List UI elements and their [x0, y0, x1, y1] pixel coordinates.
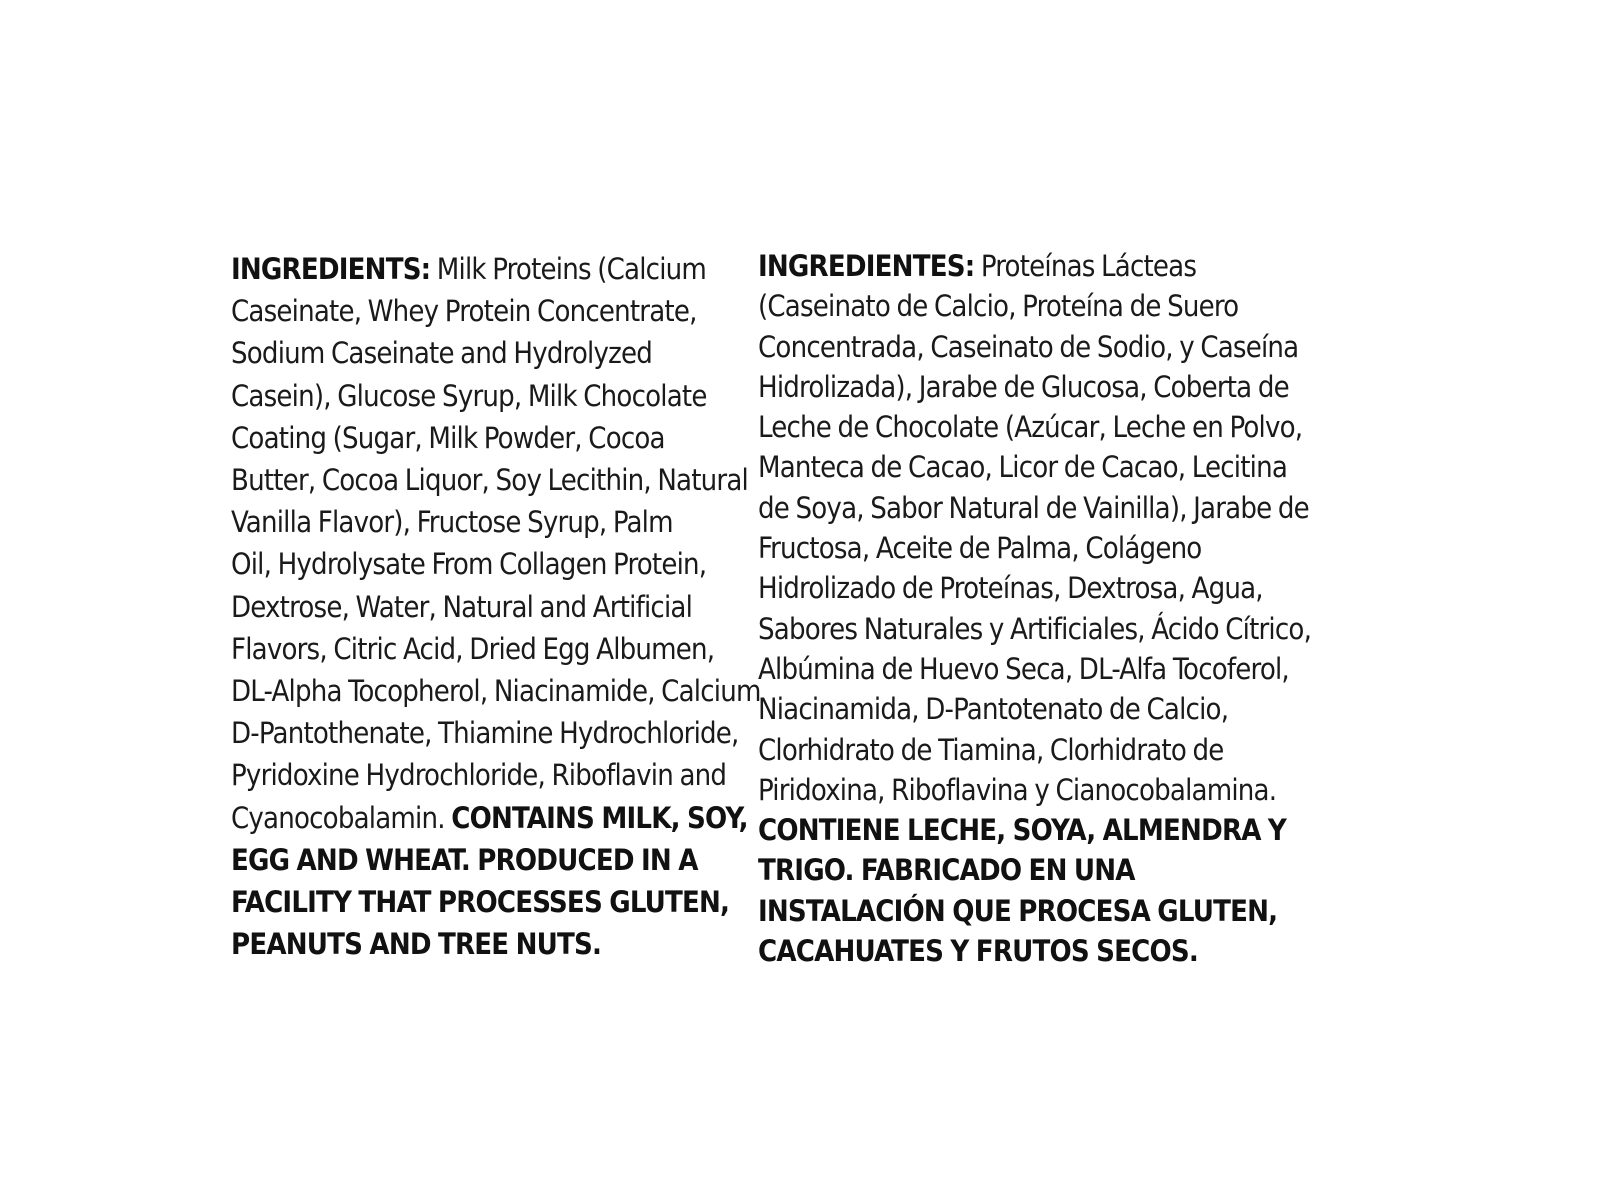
- ingredients-en-text: Milk Proteins (Calcium: [430, 252, 707, 286]
- ingredients-es-line: Leche de Chocolate (Azúcar, Leche en Polvo,: [758, 410, 1303, 445]
- allergen-warning-en: PEANUTS AND TREE NUTS.: [231, 927, 602, 962]
- ingredients-en-line: Flavors, Citric Acid, Dried Egg Albumen,: [231, 631, 715, 666]
- ingredients-es-line: Clorhidrato de Tiamina, Clorhidrato de: [758, 732, 1224, 767]
- ingredients-es-line: Concentrada, Caseinato de Sodio, y Caseína: [758, 329, 1299, 364]
- allergen-warning-es: TRIGO. FABRICADO EN UNA: [758, 853, 1135, 888]
- ingredients-en-heading: INGREDIENTS:: [231, 252, 431, 286]
- allergen-warning-en: EGG AND WHEAT. PRODUCED IN A: [231, 842, 698, 877]
- ingredients-en-line: Pyridoxine Hydrochloride, Riboflavin and: [231, 758, 727, 793]
- ingredients-en-line: Coating (Sugar, Milk Powder, Cocoa: [231, 420, 665, 455]
- ingredients-en-text: Cyanocobalamin.: [231, 800, 452, 835]
- ingredients-es-line: [758, 246, 1298, 286]
- allergen-warning-es: INSTALACIÓN QUE PROCESA GLUTEN,: [758, 893, 1278, 928]
- ingredients-en-line: [231, 797, 751, 839]
- ingredients-es-line: de Soya, Sabor Natural de Vainilla), Jarabe de: [758, 490, 1309, 525]
- allergen-warning-es: CACAHUATES Y FRUTOS SECOS.: [758, 934, 1198, 969]
- ingredients-en-line: Butter, Cocoa Liquor, Soy Lecithin, Natural: [231, 463, 748, 498]
- allergen-warning-es: CONTIENE LECHE, SOYA, ALMENDRA Y: [758, 813, 1286, 848]
- allergen-warning-en: FACILITY THAT PROCESSES GLUTEN,: [231, 885, 730, 920]
- ingredients-en-line: Caseinate, Whey Protein Concentrate,: [231, 294, 697, 329]
- ingredients-es-line: (Caseinato de Calcio, Proteína de Suero: [758, 289, 1239, 324]
- allergen-warning-en: CONTAINS MILK, SOY,: [451, 800, 748, 835]
- ingredients-es-line: Fructosa, Aceite de Palma, Colágeno: [758, 531, 1202, 566]
- ingredients-en-line: DL-Alpha Tocopherol, Niacinamide, Calcium: [231, 674, 761, 709]
- ingredients-english-column: [231, 248, 761, 965]
- ingredients-es-line: Albúmina de Huevo Seca, DL-Alfa Tocoferol,: [758, 651, 1289, 686]
- ingredients-es-line: Sabores Naturales y Artificiales, Ácido Cítrico,: [758, 611, 1312, 646]
- ingredients-es-heading: INGREDIENTES:: [758, 249, 975, 283]
- ingredients-es-text: Proteínas Lácteas: [974, 249, 1197, 283]
- ingredients-es-line: Hidrolizado de Proteínas, Dextrosa, Agua,: [758, 571, 1263, 606]
- ingredients-spanish-column: [758, 246, 1312, 971]
- ingredients-en-line: Oil, Hydrolysate From Collagen Protein,: [231, 547, 707, 582]
- ingredients-es-line: Niacinamida, D-Pantotenato de Calcio,: [758, 692, 1229, 727]
- ingredients-es-line: Piridoxina, Riboflavina y Cianocobalamina.: [758, 772, 1277, 807]
- ingredients-es-line: Manteca de Cacao, Licor de Cacao, Lecitina: [758, 450, 1288, 485]
- ingredients-en-line: Vanilla Flavor), Fructose Syrup, Palm: [231, 505, 673, 540]
- ingredients-en-line: [231, 248, 751, 290]
- ingredients-en-line: D-Pantothenate, Thiamine Hydrochloride,: [231, 716, 739, 751]
- ingredients-es-line: Hidrolizada), Jarabe de Glucosa, Coberta de: [758, 369, 1289, 404]
- ingredients-en-line: Dextrose, Water, Natural and Artificial: [231, 589, 693, 624]
- ingredients-en-line: Casein), Glucose Syrup, Milk Chocolate: [231, 378, 707, 413]
- ingredients-en-line: Sodium Caseinate and Hydrolyzed: [231, 336, 653, 371]
